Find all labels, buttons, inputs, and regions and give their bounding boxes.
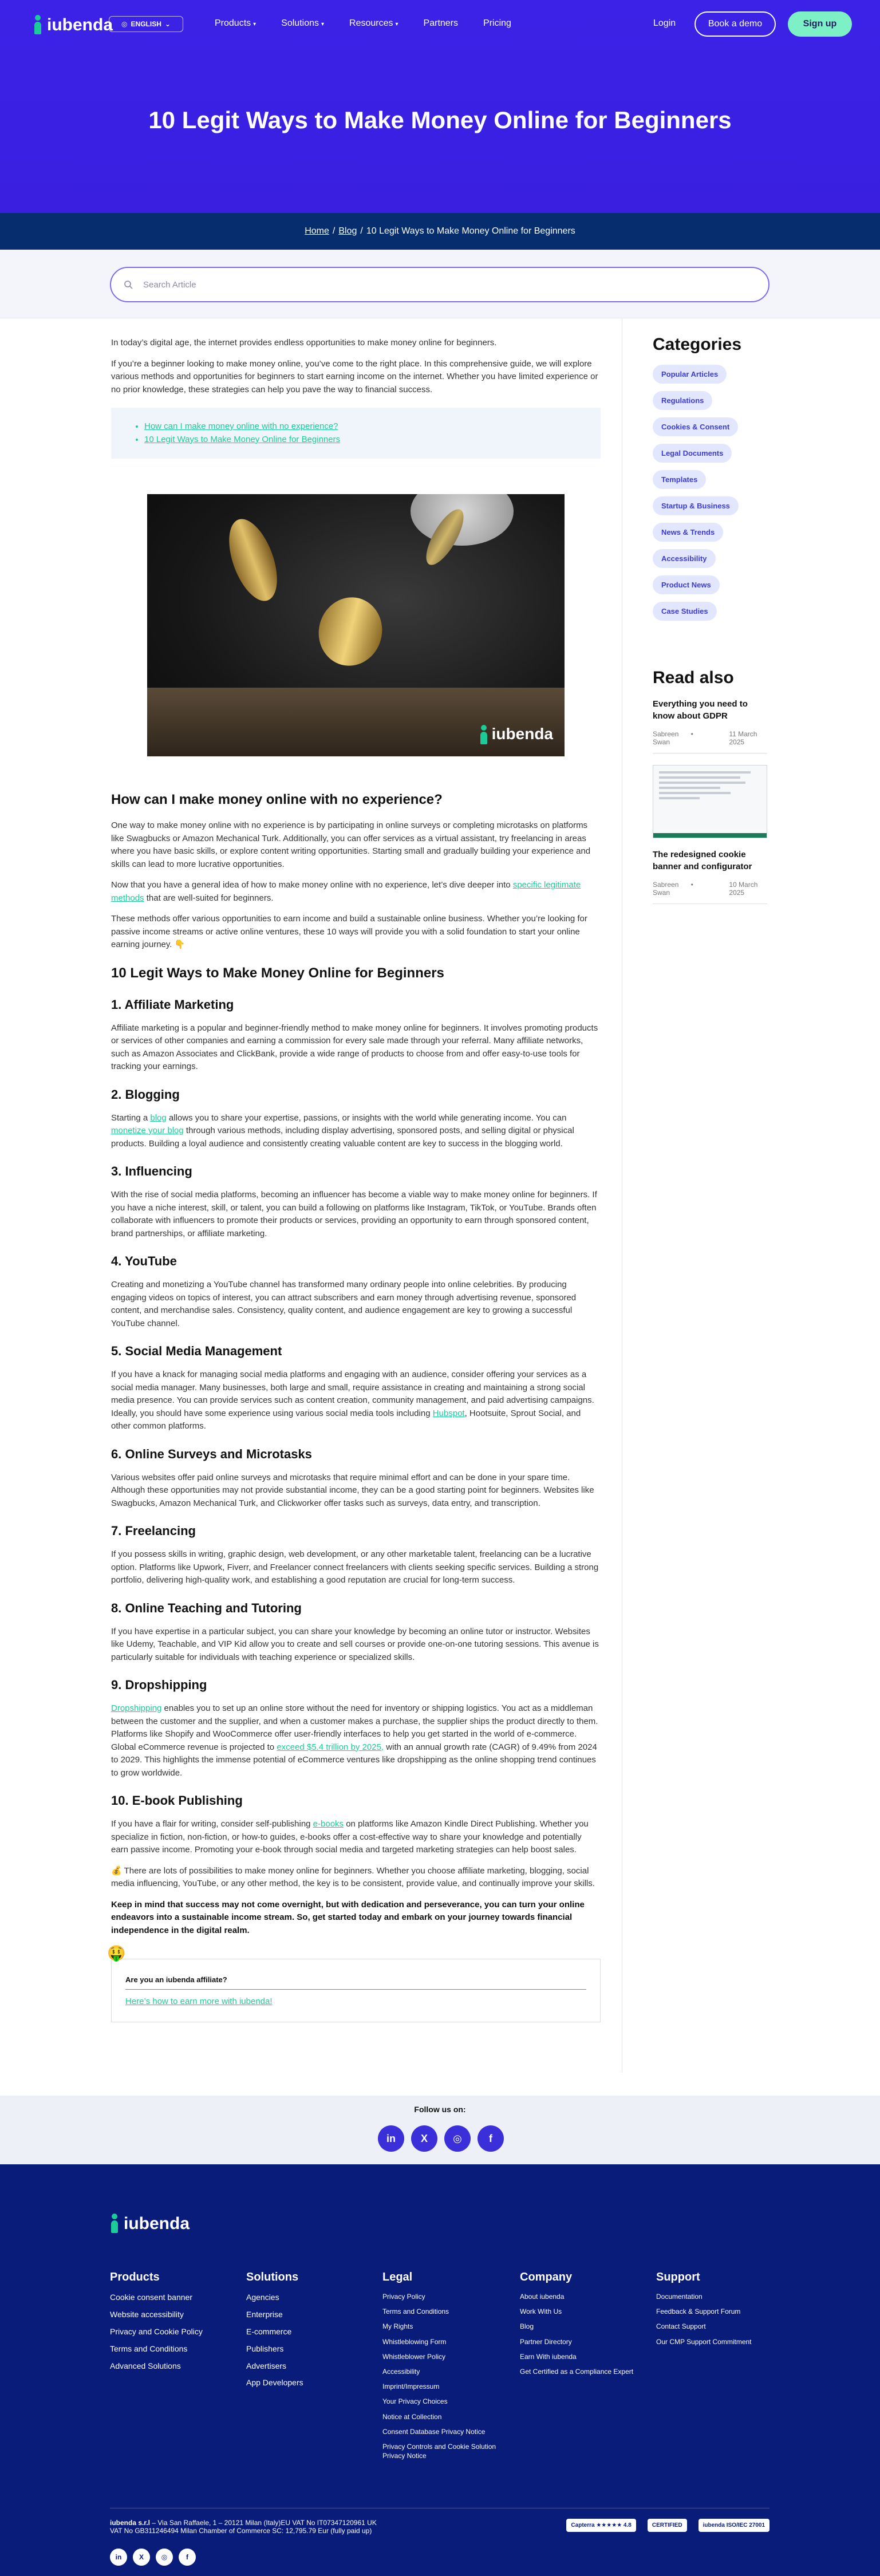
paragraph: If you have a knack for managing social media platforms and engaging with an audience, consider offering your services as a social media manager. Many businesses, both large and small, require assistance in creating and maintaining a strong social media presence. You can provide services such as content creation, community management, and paid advertising campaigns. Ideally, you should have some experience using various social media tools including Hubspot, Hootsuite, Sprout Social, and other common platforms. <box>111 1370 594 1431</box>
affiliate-box <box>107 1944 601 2022</box>
footer-link[interactable]: Imprint/Impressum <box>382 2382 440 2391</box>
follow-label: Follow us on: <box>414 2105 466 2114</box>
subsection-heading: 7. Freelancing <box>111 1524 196 1538</box>
footer-link[interactable]: Consent Database Privacy Notice <box>382 2427 486 2436</box>
category-tag[interactable]: Product News <box>653 575 720 594</box>
footer-link[interactable]: Blog <box>520 2322 534 2331</box>
x-icon[interactable]: X <box>411 2125 437 2152</box>
toc-item <box>144 420 578 433</box>
subsection-heading: 9. Dropshipping <box>111 1678 207 1692</box>
hero-image-coins <box>147 494 565 756</box>
footer-link[interactable]: Whistleblower Policy <box>382 2352 446 2361</box>
intro-paragraph: In today’s digital age, the internet provides endless opportunities to make money online for beginners. <box>111 338 497 348</box>
footer-link[interactable]: App Developers <box>246 2378 303 2388</box>
footer-link[interactable]: Advertisers <box>246 2361 287 2370</box>
iubenda-logo-icon <box>33 15 42 35</box>
paragraph-bold: Keep in mind that success may not come overnight, but with dedication and perseverance, you can turn your online endeavors into a sustainable income stream. So, get started today and embark on your journey towards financial independence in the digital realm. <box>111 1899 585 1935</box>
footer-link[interactable]: Accessibility <box>382 2367 420 2376</box>
menu-pricing[interactable]: Pricing <box>483 18 511 28</box>
footer-col-legal: Legal Privacy Policy Terms and Conditions My Rights Whistleblowing Form Whistleblower Policy Accessibility Imprint/Impressum Your Privacy Choices Notice at Collection Consent Database Privacy Notice Privacy Controls and Cookie Solution Privacy Notice <box>382 2271 496 2460</box>
footer-link[interactable]: Terms and Conditions <box>110 2344 188 2353</box>
bullet-icon: • <box>690 881 693 889</box>
footer-link[interactable]: Notice at Collection <box>382 2412 442 2421</box>
breadcrumb-blog[interactable]: Blog <box>338 226 357 236</box>
post-meta <box>653 881 767 897</box>
top-nav <box>0 0 880 48</box>
inline-link[interactable]: e-books <box>313 1819 344 1829</box>
footer-logo[interactable]: iubenda <box>110 2214 190 2234</box>
paragraph: If you have expertise in a particular subject, you can share your knowledge by becoming an online tutor or instructor. Websites like Udemy, Teachable, and VIP Kid allow you to create and sell courses or provide one-on-one tutoring sessions. This avenue is particularly suitable for individuals with teaching experience or specialized skills. <box>111 1626 599 1662</box>
footer-link[interactable]: Documentation <box>656 2293 703 2301</box>
footer-link[interactable]: Cookie consent banner <box>110 2293 192 2302</box>
affiliate-question: Are you an iubenda affiliate? <box>125 1975 227 1984</box>
subsection-heading: 10. E-book Publishing <box>111 1793 243 1808</box>
footer-link[interactable]: Our CMP Support Commitment <box>656 2337 752 2346</box>
footer-link[interactable]: Website accessibility <box>110 2309 184 2319</box>
footer-link[interactable]: E-commerce <box>246 2326 292 2336</box>
subsection-heading: 8. Online Teaching and Tutoring <box>111 1600 302 1615</box>
x-icon[interactable]: X <box>133 2549 150 2566</box>
footer-link[interactable]: Get Certified as a Compliance Expert <box>520 2367 634 2376</box>
category-tag[interactable]: Startup & Business <box>653 496 739 515</box>
article-body <box>107 337 601 2022</box>
menu-solutions[interactable]: Solutions ▾ <box>281 18 325 28</box>
footer-socials <box>110 2549 769 2566</box>
footer-bottom <box>110 2508 769 2566</box>
chevron-down-icon: ▾ <box>253 21 256 27</box>
subsection-heading: 4. YouTube <box>111 1254 177 1268</box>
footer-link[interactable]: Your Privacy Choices <box>382 2397 448 2406</box>
inline-link[interactable]: exceed $5.4 trillion by 2025, <box>277 1742 384 1752</box>
footer-link[interactable]: About iubenda <box>520 2293 565 2301</box>
footer-link[interactable]: Publishers <box>246 2344 284 2353</box>
paragraph: If you possess skills in writing, graphic design, web development, or any other marketable talent, freelancing can be a lucrative option. Platforms like Upwork, Fiverr, and Freelancer connect freelancers with clients seeking specific services. Building a strong portfolio, delivering high-quality work, and establishing a good reputation are crucial for long-term success. <box>111 1549 599 1585</box>
footer-col-solutions: Solutions Agencies Enterprise E-commerce Publishers Advertisers App Developers <box>246 2271 303 2388</box>
section-heading: 10 Legit Ways to Make Money Online for Beginners <box>111 965 444 981</box>
footer-link[interactable]: Terms and Conditions <box>382 2307 449 2316</box>
language-select[interactable] <box>109 16 183 32</box>
paragraph: Starting a blog allows you to share your expertise, passions, or insights with the world while generating income. You can monetize your blog through various methods, including display advertising, sponsored posts, and selling digital or physical products. Building a loyal audience and consistently creating valuable content are key to success in the blogging world. <box>111 1113 574 1149</box>
footer-link[interactable]: Earn With iubenda <box>520 2352 577 2361</box>
read-also-title: Read also <box>653 668 734 687</box>
logo-text: iubenda <box>47 15 113 34</box>
iubenda-logo-icon <box>110 2214 119 2234</box>
main-menu <box>215 18 511 29</box>
paragraph: 💰 There are lots of possibilities to make money online for beginners. Whether you choose affiliate marketing, blogging, social media influencing, YouTube, or any other method, the key is to be consistent, provide value, and continually improve your skills. <box>111 1865 595 1888</box>
category-tag[interactable]: Regulations <box>653 391 712 410</box>
categories-title: Categories <box>653 335 742 354</box>
paragraph: One way to make money online with no experience is by participating in online surveys or completing microtasks on platforms like Swagbucks or Amazon Mechanical Turk. Additionally, you can offer services as a virtual assistant, try freelancing in areas where you have basic skills, or explore content writing opportunities. Starting small and gradually building your experience and skills can lead to more lucrative opportunities. <box>111 820 591 869</box>
footer-link[interactable]: Whistleblowing Form <box>382 2337 447 2346</box>
logo[interactable] <box>33 15 113 35</box>
post-meta <box>653 730 767 746</box>
category-tag[interactable]: News & Trends <box>653 523 723 542</box>
iubenda-logo-icon <box>479 725 487 743</box>
chevron-down-icon: ▾ <box>395 21 398 27</box>
table-of-contents <box>111 408 601 459</box>
breadcrumb-separator: / <box>360 226 363 236</box>
section-heading: How can I make money online with no experience? <box>111 792 443 807</box>
inline-link[interactable]: Hubspot <box>432 1408 465 1418</box>
paragraph: With the rise of social media platforms, becoming an influencer has become a viable way to make money online for beginners. If you have a niche interest, skill, or talent, you can build a following on platforms like Instagram, TikTok, or YouTube. Brands often collaborate with influencers to promote their products or services, providing an opportunity to earn through sponsored content, brand partnerships, or affiliate marketing. <box>111 1190 597 1238</box>
search-input[interactable] <box>143 280 658 290</box>
intro-paragraph: If you’re a beginner looking to make money online, you’ve come to the right place. In this comprehensive guide, we will explore various methods and opportunities for beginners to start earning income on the internet. Whether you have limited experience or no prior knowledge, these strategies can help you pave the way to financial success. <box>111 358 598 395</box>
footer-link[interactable]: Advanced Solutions <box>110 2361 181 2370</box>
menu-resources[interactable]: Resources ▾ <box>349 18 398 28</box>
post-author: Sabreen Swan <box>653 730 679 746</box>
post-date: 11 March 2025 <box>729 730 757 746</box>
page-title: 10 Legit Ways to Make Money Online for Beginners <box>148 106 732 133</box>
breadcrumb-current: 10 Legit Ways to Make Money Online for Beginners <box>366 226 575 236</box>
subsection-heading: 5. Social Media Management <box>111 1344 282 1358</box>
trust-badges <box>566 2519 769 2532</box>
instagram-icon[interactable]: ◎ <box>156 2549 173 2566</box>
category-tag[interactable]: Legal Documents <box>653 444 732 463</box>
category-tag[interactable]: Accessibility <box>653 549 716 568</box>
post-thumbnail[interactable] <box>653 765 767 838</box>
facebook-icon[interactable]: f <box>179 2549 196 2566</box>
subsection-heading: 1. Affiliate Marketing <box>111 997 234 1012</box>
category-tag[interactable]: Case Studies <box>653 602 717 621</box>
related-post-title[interactable]: Everything you need to know about GDPR <box>653 699 748 721</box>
footer-link[interactable]: Privacy Controls and Cookie Solution Privacy Notice <box>382 2442 496 2460</box>
globe-icon: ◎ <box>121 20 128 28</box>
certified-badge: CERTIFIED <box>648 2519 687 2532</box>
money-face-icon: 🤑 <box>107 1944 126 1962</box>
post-author: Sabreen Swan <box>653 881 679 897</box>
breadcrumb-home[interactable]: Home <box>305 226 329 236</box>
category-tag[interactable]: Templates <box>653 470 706 489</box>
inline-link[interactable]: monetize your blog <box>111 1126 184 1135</box>
footer-col-company: Company About iubenda Work With Us Blog Partner Directory Earn With iubenda Get Certified as a Compliance Expert <box>520 2271 634 2376</box>
subsection-heading: 6. Online Surveys and Microtasks <box>111 1446 312 1461</box>
inline-link[interactable]: blog <box>150 1113 167 1123</box>
paragraph: These methods offer various opportunities to earn income and build a sustainable online business. Whether you’re looking for passive income streams or active online ventures, these 10 ways will provide you with a solid foundation to start your online earning journey. 👇 <box>111 914 587 949</box>
footer-link[interactable]: Agencies <box>246 2293 279 2302</box>
login-link[interactable]: Login <box>653 18 676 28</box>
toc-link[interactable]: 10 Legit Ways to Make Money Online for Beginners <box>144 434 341 444</box>
footer-link[interactable]: Enterprise <box>246 2309 283 2319</box>
footer-col-support: Support Documentation Feedback & Support Forum Contact Support Our CMP Support Commitment <box>656 2271 752 2346</box>
hero <box>0 0 880 213</box>
capterra-badge[interactable]: Capterra ★★★★★ 4.8 <box>566 2519 636 2532</box>
breadcrumb-separator: / <box>332 226 336 236</box>
read-also <box>653 668 767 904</box>
menu-products[interactable]: Products ▾ <box>215 18 256 28</box>
sidebar <box>653 335 767 916</box>
footer-col-products: Products Cookie consent banner Website accessibility Privacy and Cookie Policy Terms and Conditions Advanced Solutions <box>110 2271 203 2370</box>
signup-button[interactable]: Sign up <box>788 11 852 37</box>
image-watermark: iubenda <box>479 722 553 746</box>
follow-us <box>0 2096 880 2164</box>
linkedin-icon[interactable]: in <box>110 2549 127 2566</box>
chevron-down-icon: ⌄ <box>164 20 171 28</box>
chevron-down-icon: ▾ <box>321 21 325 27</box>
related-post-title[interactable]: The redesigned cookie banner and configurator <box>653 850 752 871</box>
paragraph: If you have a flair for writing, consider self-publishing e-books on platforms like Amazon Kindle Direct Publishing. Whether you specialize in fiction, non-fiction, or how-to guides, e-books offer a cost-effective way to share your knowledge and potentially earn passive income. Promoting your e-book through social media and targeted marketing strategies can help boost sales. <box>111 1819 589 1855</box>
subsection-heading: 2. Blogging <box>111 1087 180 1102</box>
bullet-icon: • <box>690 730 693 738</box>
paragraph: Various websites offer paid online surveys and microtasks that require minimal effort and can be done in your spare time. Although these opportunities may not provide substantial income, they can be a good starting point for beginners. Websites like Swagbucks, Amazon Mechanical Turk, and Clickworker offer tasks such as surveys, data entry, and transcription. <box>111 1472 594 1508</box>
paragraph: Creating and monetizing a YouTube channel has transformed many ordinary people into online celebrities. By producing engaging videos on topics of interest, you can attract subscribers and earn money through advertising revenue, sponsored content, and merchandise sales. Consistency, quality content, and audience engagement are key to growing a successful YouTube channel. <box>111 1280 577 1328</box>
footer-link[interactable]: Privacy and Cookie Policy <box>110 2326 203 2336</box>
footer-link[interactable]: Partner Directory <box>520 2337 572 2346</box>
instagram-icon[interactable]: ◎ <box>444 2125 471 2152</box>
search-box[interactable] <box>110 267 769 302</box>
footer-link[interactable]: Contact Support <box>656 2322 706 2331</box>
legal-info: iubenda s.r.l – Via San Raffaele, 1 – 20121 Milan (Italy)EU VAT No IT07347120961 UK VAT No GB311246494 Milan Chamber of Commerce SC: 12,795.79 Eur (fully paid up) <box>110 2519 377 2535</box>
footer-link[interactable]: Privacy Policy <box>382 2293 425 2301</box>
paragraph: Dropshipping enables you to set up an online store without the need for inventory or shipping logistics. You act as a middleman between the customer and the supplier, and when a customer makes a purchase, the supplier ships the product directly to them. Platforms like Shopify and WooCommerce offer user-friendly interfaces to help you get started in the world of e-commerce. Global eCommerce revenue is projected to exceed $5.4 trillion by 2025, with an annual growth rate (CAGR) of 9.49% from 2024 to 2029. This highlights the immense potential of eCommerce ventures like dropshipping as the online shopping trend continues to grow worldwide. <box>111 1703 598 1778</box>
paragraph: Now that you have a general idea of how to make money online with no experience, let’s dive deeper into specific legitimate methods that are well-suited for beginners. <box>111 880 581 903</box>
footer <box>0 2164 880 2576</box>
iso-badge: iubenda ISO/IEC 27001 <box>699 2519 769 2532</box>
affiliate-link[interactable]: Here’s how to earn more with iubenda! <box>125 1996 273 2006</box>
paragraph: Affiliate marketing is a popular and beginner-friendly method to make money online for beginners. It involves promoting products or services of other companies and earning a commission for every sale made through your referral. Many affiliate networks, such as Amazon Associates and ClickBank, provide a wide range of products to choose from and offer easy-to-use tools for tracking your earnings. <box>111 1023 598 1071</box>
breadcrumb <box>0 213 880 250</box>
footer-link[interactable]: Feedback & Support Forum <box>656 2307 741 2316</box>
toc-link[interactable]: How can I make money online with no experience? <box>144 421 338 431</box>
search-band <box>0 250 880 318</box>
footer-link[interactable]: My Rights <box>382 2322 413 2331</box>
facebook-icon[interactable]: f <box>478 2125 504 2152</box>
subsection-heading: 3. Influencing <box>111 1164 192 1178</box>
search-icon <box>124 280 133 289</box>
footer-link[interactable]: Work With Us <box>520 2307 562 2316</box>
linkedin-icon[interactable]: in <box>378 2125 404 2152</box>
inline-link[interactable]: Dropshipping <box>111 1703 162 1713</box>
post-date: 10 March 2025 <box>729 881 758 897</box>
language-label: ENGLISH <box>131 20 161 28</box>
book-demo-button[interactable]: Book a demo <box>694 11 776 37</box>
inline-link[interactable]: specific legitimate methods <box>111 880 581 903</box>
menu-partners[interactable]: Partners <box>423 18 459 28</box>
category-tag[interactable]: Cookies & Consent <box>653 417 738 436</box>
category-tag[interactable]: Popular Articles <box>653 365 727 384</box>
toc-item <box>144 433 578 447</box>
